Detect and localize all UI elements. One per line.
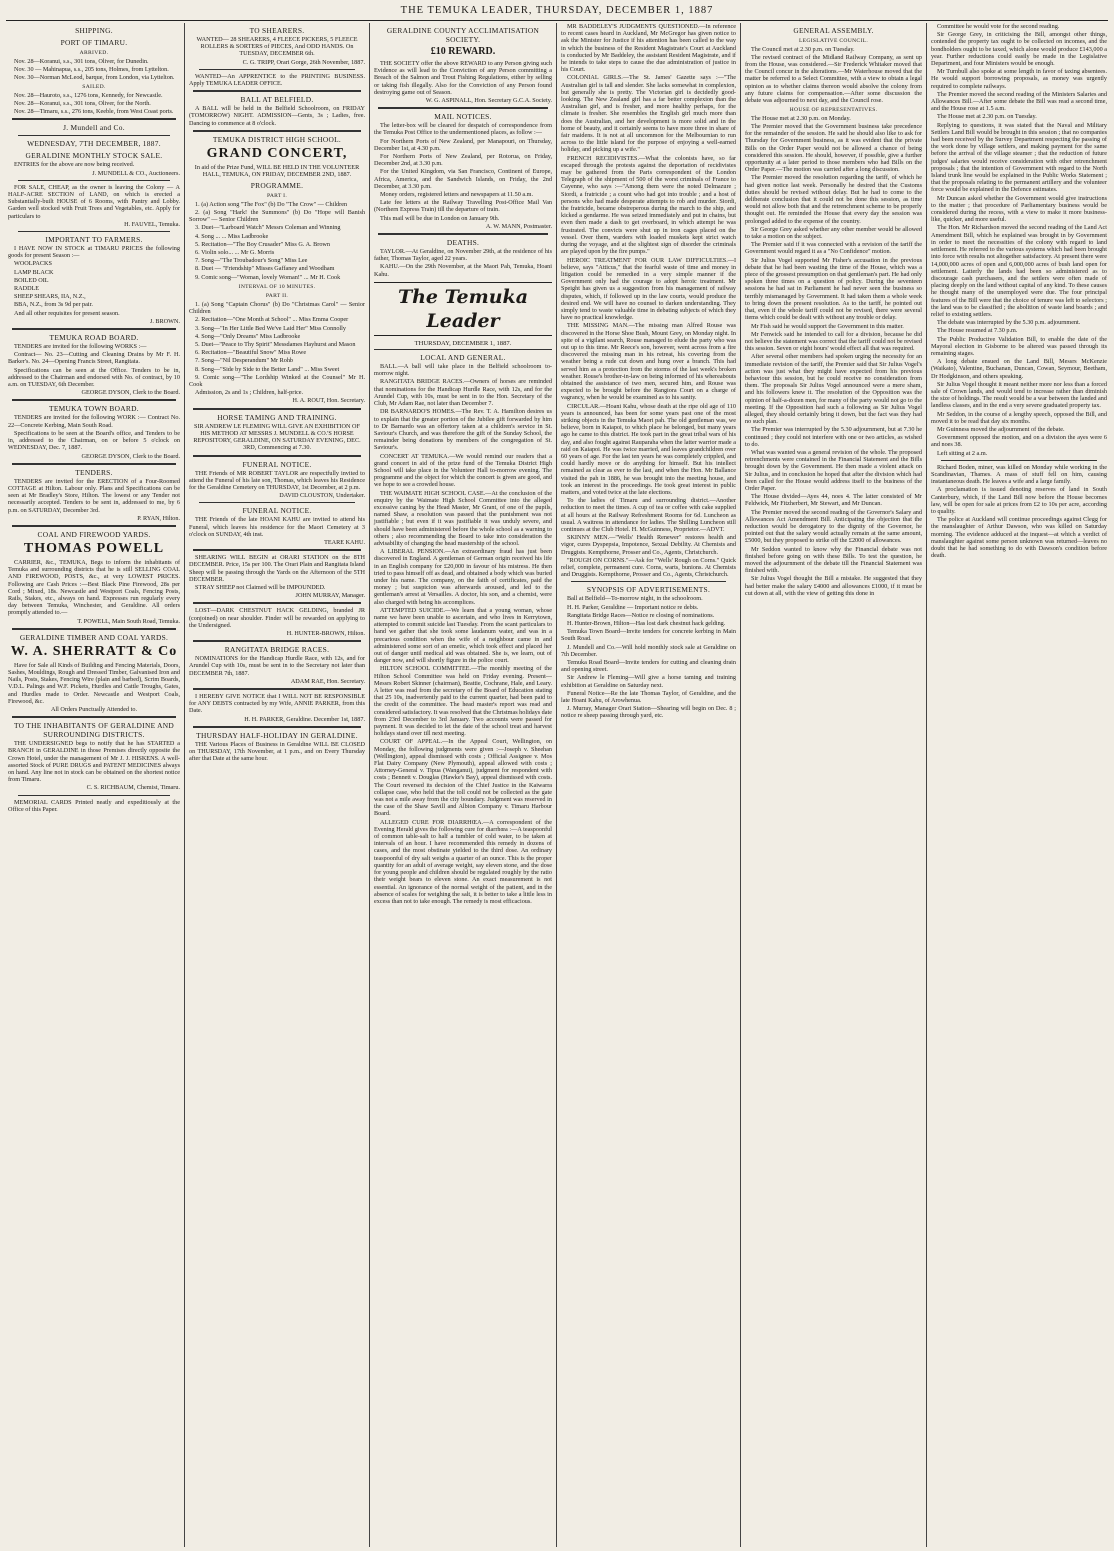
road-board-contract: Contract— No. 23—Cutting and Cleaning Drains by Mr F. H. Barker's. No. 24—Opening Francis Street, Rangitata. (8, 351, 180, 366)
paragraph: Nov. 28—Koranui, s.s., 301 tons, Oliver, for Dunedin. (14, 57, 149, 65)
paragraph: Temuka Town Board—Invite tenders for concrete kerbing in Main South Road. (561, 628, 736, 643)
paragraph: The Premier said if it was connected with a revision of the tariff the Government would regard it as a "No Confidence" motion. (745, 241, 922, 256)
farmers-heading: IMPORTANT TO FARMERS. (45, 235, 143, 245)
road-board-spec: Specifications can be seen at the Office. Tenders to be in, addressed to the Chairman and endorsed with No. of contract, by 10 a.m. on TUESDAY, 6th December. (8, 366, 180, 389)
paragraph: Nov. 30—Norman McLeod, barque, from London, via Lyttelton. (14, 74, 175, 81)
paragraph: BOILED OIL (14, 276, 49, 284)
assembly-continued (931, 23, 1107, 457)
programme-heading: PROGRAMME. (250, 181, 304, 191)
paragraph: The House met at 2.30 p.m. on Tuesday. (937, 113, 1037, 121)
paragraph: Late fee letters at the Railway Travelling Post-Office Mail Van (Northern Express Train) till the departure of train. (374, 199, 552, 214)
news-items (931, 464, 1107, 560)
paragraph: Sir Andrew le Fleming—Will give a horse taming and training exhibition at Geraldine on Saturday next. (561, 674, 736, 689)
house-heading: HOUSE OF REPRESENTATIVES. (789, 107, 878, 114)
lost-text: LOST—DARK CHESTNUT HACK GELDING, branded JR (conjoined) on near shoulder. Finder will be rewarded on applying to the Undersigned. (189, 607, 365, 629)
synopsis-heading: SYNOPSIS OF ADVERTISEMENTS. (586, 585, 711, 595)
paper-title: The Temuka Leader (397, 285, 529, 332)
paragraph: A long debate ensued on the Land Bill, Messrs McKenzie (Waikato), Valentine, Buchanan, Duncan, Cowan, Seymour, Beetham, Dr Hodgkinson, and others speaking. (931, 358, 1107, 380)
paragraph: Mr Fish said he would support the Government in this matter. (751, 322, 904, 330)
shearing-signature: JOHN MURRAY, Manager. (295, 592, 365, 600)
paragraph: Mr Turnbull also spoke at some length in favor of taxing absentees. He would support borrowing proposals, as money was urgently required to complete railways. (931, 68, 1107, 90)
paragraph: HILTON SCHOOL COMMITTEE.—The monthly meeting of the Hilton School Committee was held on Friday evening. Present—Messrs Robert Skinner (chairman), Beattie, Cochrane, Hale, and Leary. A letter was read from the secretary of the Board of Education stating that 25 10s, inadvertently paid to the current quarter, had been paid to the credit of the committee. The head master's report was read and considered satisfactory. It was resolved that the Christmas holidays date from 23rd December to 3rd January. Two accounts were passed for payment. It was decided to let the date of the school treat and harvest holidays stand over till next meeting. (374, 665, 552, 738)
column-4 (559, 23, 738, 1547)
paragraph: Rangitata Bridge Races—Notice re closing of nominations. (567, 611, 715, 619)
paragraph: Committee he would vote for the second reading. (937, 23, 1060, 30)
paragraph: BBA, N.Z., from 3s 9d per pair. (14, 301, 93, 309)
debts-text: I HEREBY GIVE NOTICE that I WILL NOT BE RESPONSIBLE for ANY DEBTS contracted by my Wife, ANNIE PARKER, from this Date. (189, 692, 365, 715)
stray-text: STRAY SHEEP not Claimed will be IMPOUNDED. (195, 583, 326, 591)
paragraph: Mr Duncan asked whether the Government would give instructions to the matter ; that procedure of Parliamentary business would be considered during the recess, with a view to make it more business-like, quicker, and more useful. (931, 194, 1107, 224)
sailings-list (8, 92, 180, 116)
paragraph: 5. Duet—"Peace to Thy Spirit" Messdames Hayhurst and Mason (195, 341, 356, 349)
paragraph: This mail will be due in London on January 9th. (380, 214, 500, 222)
interval-label: INTERVAL OF 10 MINUTES. (238, 283, 316, 290)
shipping-heading: SHIPPING. (75, 26, 113, 35)
paragraph: Ball at Belfield—To-morrow night, in the schoolroom. (567, 595, 703, 603)
town-board-spec: Specifications to be seen at the Board's office, and Tenders to be in, addressed to the Chairman, on or before 5 o'clock on WEDNESDAY, Dec. 7, 1887. (8, 429, 180, 452)
paragraph: HEROIC TREATMENT FOR OUR LAW DIFFICULTIES.—I believe, says "Atticus," that the fearful waste of time and money in litigation could be remedied in a very simple manner if the Government only had the courage to adopt heroic treatment. Mr Speight has given us a suggestion from his management of railway disputes, which, if followed up in the law courts, would produce the desired end. We will have no counsel to darken understanding. They simply tend to waste valuable time in debating subjects of which they have no practical knowledge. (561, 256, 736, 322)
port-heading: PORT OF TIMARU. (60, 38, 128, 47)
paragraph: LAMP BLACK (14, 268, 54, 276)
stock-sale-signature: J. MUNDELL & CO., Auctioneers. (92, 169, 180, 177)
farmers-signature: J. BROWN. (149, 317, 180, 325)
mail-notices (374, 122, 552, 222)
sailed-label: SAILED. (82, 84, 106, 91)
funeral-2-text: THE Friends of the late HOANI KAHU are invited to attend his Funeral, which leaves his residence for the Maori Cemetery at 3 o'clock on SUNDAY, 4th inst. (189, 516, 365, 538)
paragraph: Replying to questions, it was stated that the Naval and Military Settlers Land Bill would be brought in this session ; that no companies had been received by the Survey Department respecting the passing of the work done by village settlers, and making payment for the same before the arrival of the village steamer ; that the reduction of future judges' salaries would receive consideration with other retrenchment proposals ; that the intention of Government with regard to the North Island trunk line would be explained in the Public Works Statement ; that the proposals relating to the permanent artillery and the volunteer force would be explained in the Defence estimates. (931, 121, 1107, 194)
local-heading: LOCAL AND GENERAL. (420, 353, 506, 363)
paragraph: Government opposed the motion, and on a division the ayes were 6 and noes 38. (931, 434, 1107, 449)
paragraph: 2. (a) Song "Hark! the Summons" (b) Do "Hope will Banish Sorrow" — Senior Children (189, 209, 365, 224)
part-1-label: PART I. (266, 193, 288, 200)
paragraph: Nov. 28—Timaru, s.s., 276 tons, Keeble, from West Coast ports. (14, 108, 174, 116)
funeral-1-text: THE Friends of MR ROBERT TAYLOR are respectfully invited to attend the Funeral of his late son, Thomas, which leaves his Residence for the Geraldine Cemetery on THURSDAY, 1st December, at 2 p.m. (189, 469, 365, 491)
tenders-signature: P. RYAN, Hilton. (137, 514, 180, 522)
local-news (374, 363, 552, 905)
sherratt-foot: All Orders Punctually Attended to. (50, 705, 138, 713)
sale-signature: H. FAUVEL, Temuka. (124, 220, 180, 228)
paragraph: MR BADDELEY'S JUDGMENTS QUESTIONED.—In reference to recent cases heard in Auckland, Mr McGregor has given notice to ask the Minister for Justice if his attention has been called to the way in which the business of the Resident Magistrate's Court at Auckland is conducted by Mr Baddeley, the assistant Resident Magistrate, and if he intends to take steps to cause the due administration of justice in his Court. (561, 23, 736, 74)
paragraph: The House divided—Ayes 44, noes 4. The latter consisted of Mr Feldwick, Mr Fitzherbert, Mr Stewart, and Mr Duncan. (745, 493, 922, 508)
road-board-heading: TEMUKA ROAD BOARD. (49, 333, 139, 343)
paragraph: 1. (a) Song "Captain Chorus" (b) Do "Christmas Carol" — Senior Children (189, 301, 365, 316)
paragraph: ALLEGED CURE FOR DIARRHŒA.—A correspondent of the Evening Herald gives the following cure for diarrhœa :—A teaspoonful of common table-salt to half a tumbler of cold water, to be taken at intervals of an hour. I have recommended this remedy in dozens of cases, and the most obstinate yielded to the third dose. An ordinary teaspoonful of dry salt weighs a quarter of an ounce. This is the proper quantity for an adult of average weight, say eleven stone, and the dose for young people and children should be regulated roughly by the ratio their weight bears to eleven stone. An exact measurement is not essential. An ignorance of the normal weight of the patient, and in the absence of scales for weighing the salt, it is better to take a little less in excess than not to take enough. The remedy is most efficacious. (374, 818, 552, 905)
paragraph: Richard Boden, miner, was killed on Monday while working in the Scandinavian, Thames. A mass of stuff fell on him, causing instantaneous death. He leaves a wife and a large family. (931, 463, 1107, 486)
paragraph: The Premier moved the second reading of the Ministers Salaries and Allowances Bill.—After some debate the Bill was read a second time, and the House rose at 1.5 a.m. (931, 90, 1107, 113)
powell-signature: T. POWELL, Main South Road, Temuka. (77, 617, 180, 625)
shearers-heading: TO SHEARERS. (249, 26, 305, 35)
paragraph: 7. Song—"The Troubadour's Song" Miss Lee (195, 257, 308, 265)
paragraph: Nov. 28—Hauroto, s.s., 1276 tons, Kennedy, for Newcastle. (14, 91, 163, 99)
paragraph: ATTEMPTED SUICIDE.—We learn that a young woman, whose name we have been unable to ascertain, and who lives in Kerrytown, attempted to commit suicide last Tuesday. From the scant particulars to hand we gather that she took some laudanum water, and was in a precarious condition when the wife of a neighbour came in and administered some sort of an emetic, which took effect and placed her out of danger until medical aid was obtained. She is, we learn, out of danger now, and will shortly figure in the police court. (374, 606, 552, 665)
house-paragraphs (745, 115, 922, 597)
funeral-1-signature: DAVID CLOUSTON, Undertaker. (279, 492, 365, 500)
paragraph: "ROUGH ON CORNS."—Ask for "Wells' Rough on Corns." Quick relief, complete, permanent cure. Corns, warts, bunions. At Chemists and Druggists. Kempthorne, Prosser and Co., Agents, Christchurch. (561, 556, 736, 579)
admission-text: Admission, 2s and 1s ; Children, half-price. (195, 389, 304, 397)
paragraph: Sir George Grey asked whether any other member would be allowed to take a motion on the subject. (745, 225, 922, 241)
paragraph: 9. Comic song—"Woman, lovely Woman!" ... Mr H. Cook (195, 273, 341, 281)
farmers-items (8, 260, 180, 308)
paragraph: THE MISSING MAN.—The missing man Alfred Rouse was discovered in the Horse Shoe Bush, Mount Grey, on Monday night. In spite of a vigilant search, Rouse managed to elude the party who was out up to this time. Mr Reece's son, however, went across from a fire discovered the missing man in his retreat, his covering from the weather being a rude cut down and hung over a branch. This had served him as a protection from the storms of the last week's broken weather. Rouse's brother-in-law on being informed of his whereabouts obtained the assistance of two men, secured him, and Rouse was expected to be brought before the Rangiora Court on a charge of vagrancy, when he would be examined as to his sanity. (561, 322, 736, 402)
holiday-text: THE Various Places of Business in Geraldine WILL BE CLOSED on THURSDAY, 17th November, at 1 p.m., and on Every Thursday after that Date at the same hour. (189, 740, 365, 763)
geraldine-text: THE UNDERSIGNED begs to notify that he has STARTED a BRANCH in GERALDINE in those Premises directly opposite the Crown Hotel, under the management of Mr J. J. HISKENS. A well-assorted Stock of PURE DRUGS and PATENT MEDICINES always on hand. Any line not in stock can be obtained on the shortest notice from Timaru. (8, 740, 180, 784)
mail-signature: A. W. MANN, Postmaster. (485, 222, 552, 230)
paragraph: The revised contract of the Midland Railway Company, as sent up from the House, was considered.—Sir Frederick Whitaker moved that the Council concur in the alterations.—Mr Waterhouse moved that the matter be referred to a Select Committee, with a view to obtain a legal opinion as to whether claims thereon would absolve the colony from any future claims for compensation.—After some discussion the debate was adjourned to next day, and the Council rose. (745, 53, 922, 105)
paragraph: The Public Productive Validation Bill, to enable the date of the Mayoral election in Gisborne to be altered was passed through its remaining stages. (931, 335, 1107, 357)
reward-amount: £10 REWARD. (430, 46, 496, 57)
paragraph: THE WAIMATE HIGH SCHOOL CASE.—At the conclusion of the enquiry by the Waimate High School Committee into the alleged excessive caning by the Head Master, Mr Grant, of one of the pupils, named Shaw, a resolution was passed that the punishment was not justifiable ; but even if it was justifiable it was unduly severe, and should have been administered before the whole school as a warning to others ; also recommending the Board to take into consideration the advisability of changing the head mastership of the school. (374, 489, 552, 547)
paragraph: 8. Duet — "Friendship" Misses Gaffaney and Woodham (195, 265, 335, 273)
paragraph: Left sitting at 2 a.m. (937, 449, 988, 457)
apprentice-text: WANTED—An APPRENTICE to the PRINTING BUSINESS. Apply TEMUKA LEADER OFFICE. (189, 72, 365, 88)
mail-heading: MAIL NOTICES. (434, 112, 492, 122)
column-divider (556, 23, 557, 1547)
farmers-extra: And all other requisites for present season. (14, 309, 120, 317)
paper-title-block (374, 282, 552, 336)
column-divider (740, 23, 741, 1547)
paragraph: KAHU.—On the 29th November, at the Maori Pah, Temuka, Hoani Kahu. (374, 263, 552, 278)
funeral-1-heading: FUNERAL NOTICE. (242, 459, 312, 469)
concert-subtitle: In aid of the Prize Fund, WILL BE HELD IN THE VOLUNTEER HALL, TEMUKA, ON FRIDAY, DECEMBER 2ND, 1887. (194, 163, 360, 179)
races-text: NOMINATIONS for the Handicap Hurdle Race, with 12s, and for Arundel Cup with 10s, must be sent in to the Secretary not later than DECEMBER 7th, 1887. (189, 655, 365, 677)
horse-text: SIR ANDREW LE FLEMING WILL GIVE AN EXHIBITION OF HIS METHOD AT MESSRS J. MUNDELL & CO.'S HORSE REPOSITORY, GERALDINE, ON SATURDAY EVENING, DEC. 3RD, Commencing at 7.30. (193, 422, 361, 452)
paragraph: COURT OF APPEAL.—In the Appeal Court, Wellington, on Monday, the following judgments were given :—Joseph v. Sheehan (Wellington), appeal dismissed with costs ; Official Assignee v. Mos Flat Dairy Company (New Plymouth), appeal allowed with costs ; Attorney-General v. Tipua (Wanganui), judgment for respondent with costs ; Bennett v. Douglas (Hawke's Bay), appeal dismissed with costs. The Court reversed its decision of the Chief Justice in the Kaiwarra collapse case, who held that the toll could not be collected as the gate was not a mile away from the city boundary. Judgment was reserved in the case of the Shaw Savill and Albion Company v. Timaru Harbour Board. (374, 738, 552, 818)
programme-part-1 (189, 201, 365, 281)
column-3 (372, 23, 554, 1547)
paragraph: The debate was interrupted by the 5.30 p.m. adjournment. (937, 319, 1081, 327)
paragraph: The House resumed at 7.30 p.m. (937, 327, 1018, 335)
paragraph: The Hon. Mr Richardson moved the second reading of the Land Act Amendment Bill, which he explained was brought in by Government in order to meet the necessities of the colony with regard to land settlement. He referred to the various systems which had been brought into force with results not altogether satisfactory. At present there were 14,000,000 acres of open and 6,000,000 acres of bush land open for settlement. Latterly the lands had been so administered as to discourage cash purchasers, and the settlers were often made of placing deeply on the land without capital of any kind. To these causes he thought many of the unemployed were due. The four principal features of the Bill were that the choice of tenure was left to selectors ; the land was to be classified ; the abolition of waste land boards ; and relief to existing settlers. (931, 224, 1107, 318)
paragraph: RADDLE (14, 285, 40, 293)
news-paragraphs (561, 23, 736, 578)
sherratt-text: Have for Sale all Kinds of Building and Fencing Materials, Doors, Sashes, Mouldings, Rough and Dressed Timber, Galvanised Iron and Nails, Posts, Stakes, Fencing Wire (plain and barbed), Scrim Boards, V.D.L. Palings and W.F. Pickets, Hurdles and Cattle Troughs, Gates, and Hurdles made to Order. Newcastle and Westport Coals, Firewood, &c. (8, 661, 180, 705)
shearers-text: WANTED— 28 SHEARERS, 4 FLEECE PICKERS, 5 FLEECE ROLLERS & SORTERS of PIECES, And ODD HANDS. On TUESDAY, DECEMBER 6th. (196, 36, 358, 58)
mundell-heading: J. Mundell and Co. (63, 123, 125, 133)
memorial-cards-text: MEMORIAL CARDS Printed neatly and expeditiously at the Office of this Paper. (8, 798, 180, 813)
paragraph: COLONIAL GIRLS.—The St. James' Gazette says :—"The Australian girl is tall and slender. She lacks somewhat in complexion, but generally she is pretty. The Victorian girl is decidedly good-looking. The New Zealand girl has a far better complexion than the Australian girl, and is fresher, and more healthy perhaps, for the climate is fresher. She resembles the English girl much more than does the Australian, and her development is more solid and in the home of beauty, and it certainly seems to have more three in share of fair maidens. It is not at all uncommon for the Melbournian to run across to the little island for the purpose of enjoying a well-earned holiday, and picking up a wife." (561, 74, 736, 154)
paragraph: J. Mundell and Co.—Will hold monthly stock sale at Geraldine on 7th December. (561, 643, 736, 658)
arrivals-list (8, 58, 180, 82)
paper-date: THURSDAY, DECEMBER 1, 1887. (374, 340, 552, 350)
column-1 (6, 23, 182, 1547)
concert-title: GRAND CONCERT, (206, 145, 348, 161)
paragraph: Nov. 28—Koranui, s.s., 301 tons, Oliver, for the North. (14, 100, 151, 107)
paragraph: To the ladies of Timaru and surrounding district.—Another reduction to meet the times. A cup of tea or coffee with cake supplied at all hours at the Railway Refreshment Rooms for 6d. Luncheon as usual. A waitress in attendance for ladies. The Shilling Luncheon still continues at the Club Hotel. H. McGuinness, Proprietor.—ADVT. (561, 497, 736, 534)
paragraph: For Northern Ports of New Zealand, per Manapouri, on Thursday, December 1st, at 4.30 p.m. (374, 137, 552, 152)
paragraph: The Premier moved that the Government business take precedence for the remainder of the session. He said he should also like to ask for Thursday for Government business, as it was evident that the private Bills on the Order Paper would not be allowed a chance of being considered this session. He should, however, if possible, give a further opportunity at a later period to those members who had Bills on the Order Paper.—The motion was carried after a long discussion. (745, 123, 922, 174)
paragraph: 5. Recitation—"The Boy Crusader" Miss G. A. Brown (195, 240, 330, 248)
paragraph: 6. Recitation—"Beautiful Snow" Miss Rowe (195, 349, 307, 357)
admission-signature: H. A. ROUT, Hon. Secretary. (292, 397, 365, 405)
column-divider (369, 23, 370, 1547)
programme-part-2 (189, 301, 365, 388)
paragraph: The House met at 2.30 p.m. on Monday. (751, 114, 851, 122)
tenders-heading: TENDERS. (75, 467, 113, 477)
town-board-signature: GEORGE DYSON, Clerk to the Board. (81, 452, 180, 460)
paragraph: Funeral Notice—Re the late Thomas Taylor, of Geraldine, and the late Hoani Kahu, of Arowhenua. (561, 689, 736, 705)
deaths-list (374, 248, 552, 278)
school-heading: TEMUKA DISTRICT HIGH SCHOOL. (212, 134, 342, 144)
paragraph: H. Hunter-Brown, Hilton—Has lost dark chestnut hack gelding. (567, 620, 726, 628)
geraldine-signature: C. S. RICHBAUM, Chemist, Timaru. (86, 784, 180, 792)
horse-heading: HORSE TAMING AND TRAINING. (217, 412, 337, 422)
paragraph: 7. Song—"Nil Desperandum" Mr Rohb (195, 357, 294, 365)
paragraph: 3. Duet—"Larboard Watch" Messrs Coleman and Winning (195, 224, 341, 232)
ball-heading: BALL AT BELFIELD. (240, 95, 314, 105)
paragraph: SKINNY MEN.—"Wells' Health Renewer" restores health and vigor, cures Dyspepsia, Impotence, Sexual Debility. At Chemists and Druggists. Kempthorne, Prosser and Co., Agents, Christchurch. (561, 534, 736, 556)
paragraph: 9. Comic song—"The Lordship Winked at the Counsel" Mr H. Cook (189, 373, 365, 389)
paragraph: RANGITATA BRIDGE RACES.—Owners of horses are reminded that nominations for the Handicap Hurdle Race, with 12s, and for the Arundel Cup, with 10s, must be sent in to the Hon. Secretary of the Club, Mr Adam Rae, not later than December 7. (374, 378, 552, 408)
reward-text: THE SOCIETY offer the above REWARD to any Person giving such Evidence as will lead to the Conviction of any Person committing a Breach of the Salmon and Trout Fishing Regulations, either by selling or taking fish illegally. Also for the Conviction of any Person found destroying game out of Season. (374, 60, 552, 96)
tenders-text: TENDERS are invited for the ERECTION of a Four-Roomed COTTAGE at Hilton. Labour only. Plans and Specifications can be seen at Mr Bradley's Store, Hilton. The lowest or any Tender not necessarily accepted. Tenders to be sent in, addressed to me, by 6 p.m. on SATURDAY, December 3rd. (8, 477, 180, 514)
funeral-2-signature: TEARE KAHU. (324, 538, 365, 546)
mundell-date: WEDNESDAY, 7TH DECEMBER, 1887. (27, 139, 161, 149)
paragraph: 3. Song—"In Her Little Bed We've Laid Her" Miss Connolly (195, 324, 346, 332)
funeral-2-heading: FUNERAL NOTICE. (242, 506, 312, 516)
paragraph: 4. Song ... ... Miss Ladbrooke (195, 232, 269, 240)
paragraph: For Northern Ports of New Zealand, per Rotorua, on Friday, December 2nd, at 3.30 p.m. (374, 153, 552, 168)
lost-signature: H. HUNTER-BROWN, Hilton. (286, 629, 365, 637)
geraldine-heading: TO THE INHABITANTS OF GERALDINE AND SURROUNDING DISTRICTS. (13, 721, 175, 740)
shearing-text: SHEARING WILL BEGIN at ORARI STATION on the 8TH DECEMBER. Price, 15s per 100. The Orari Plain and Rangitata Island Sheep will be passing through the Yards on the Afternoon of the 5TH DECEMBER. (189, 554, 365, 583)
ball-text: A BALL will be held in the Belfield Schoolroom, on FRIDAY (TOMORROW) NIGHT. ADMISSION—Gents, 3s ; Ladies, free. Dancing to commence at 8 o'clock. (189, 105, 365, 127)
paragraph: H. H. Parker, Geraldine — Important notice re debts. (567, 603, 699, 611)
stock-sale-text: ENTRIES for the above are now being received. (14, 161, 135, 169)
paragraph: What was wanted was a general revision of the whole. The proposed retrenchments were contained in the Financial Statement and the Bills brought down by the Government. He then made a violent attack on Sir Julius, and in conclusion he hoped that after the division which had been called for the House would address itself to the business of the Order Paper. (745, 448, 922, 492)
paragraph: BALL.—A ball will take place in the Belfield schoolroom to-morrow night. (374, 363, 552, 378)
sherratt-name: W. A. SHERRATT & Co (10, 643, 178, 659)
council-heading: LEGISLATIVE COUNCIL. (798, 38, 869, 44)
stock-sale-heading: GERALDINE MONTHLY STOCK SALE. (25, 151, 163, 161)
column-2 (187, 23, 367, 1547)
paragraph: DR BARNARDO'S HOMES.—The Rev. T. A. Hamilton desires us to explain that the greater portion of the Jubilee gift forwarded by him to Dr Barnardo was an offertory taken at a children's service in St. Saviour's Church, and was therefore the gift of the Sunday School, the remainder being donations by members of the congregation of St. Saviour's. (374, 408, 552, 452)
council-paragraphs (745, 46, 922, 105)
paragraph: A LIBERAL PENSION.—An extraordinary fraud has just been discovered in England. A gentleman of German origin received his life in an English company for £20,000 in favour of his mistress. He then tried to pass himself off as dead, and obtained a body which was buried under his name. The company, on the faith of certificates, paid the money ; but suspicion was afterwards aroused, and led to the gentleman's arrest at Versailles. A doctor, his son, and a chemist, were also charged with being his accomplices. (374, 548, 552, 606)
paragraph: The Premier moved the second reading of the Governor's Salary and Allowances Act Amendment Bill. Anticipating the objection that the reduction would be derogatory to the dignity of the Governor, he pointed out that the salary would actually remain at the same amount, £5000, but they proposed to strike off the £2000 of allowances. (745, 508, 922, 545)
paragraph: The Premier moved the resolution regarding the tariff, of which he had given notice last week. Personally he desired that the Customs duties should be revised without delay. But he had to come to the deliberate conclusion that it could not be done this session, as time would not allow both that and the retrenchment scheme to be properly thought out. He reminded the House that every day the session was prolonged added to the expense of the country. (745, 174, 922, 225)
paragraph: CONCERT AT TEMUKA.—We would remind our readers that a grand concert in aid of the prize fund of the Temuka District High School will take place in the Volunteer Hall to-morrow evening. The programme and the object for which the concert is given are good, and we hope to see a crowded house. (374, 452, 552, 489)
paragraph: The Premier was interrupted by the 5.30 adjournment, but at 7.30 he continued ; they could not interfere with one or two articles, as wished to do. (745, 426, 922, 448)
paragraph: Mr Seddon, in the course of a lengthy speech, opposed the Bill, and moved it to be read that day six months. (931, 410, 1107, 425)
paragraph: Sir Julius Vogel supported Mr Fisher's accusation in the previous debate that he had been wasting the time of the House, which was a piece of the grossest presumption on that gentleman's part. He had only spoken three times on a question of policy. During the seventeen sessions he had sat in Parliament he had never seen the business so terribly mismanaged by Government. It had taken them a whole week to bring down the present resolution. As to the tariff, he pointed out that, even if the whole tariff could not be revised, there were several items which could be dealt with without any trouble or delay. (745, 256, 922, 322)
paragraph: J. Murray, Manager Orari Station—Shearing will begin on Dec. 8 ; notice re sheep passing through yard, etc. (561, 705, 736, 720)
arrived-label: ARRIVED. (79, 50, 109, 56)
masthead: THE TEMUKA LEADER, THURSDAY, DECEMBER 1, 1887 (400, 5, 714, 16)
road-board-text: TENDERS are invited for the following WORKS :— (14, 343, 147, 351)
paragraph: Mr Fenwick said he intended to call for a division, because he did not believe the statement was correct that the tariff could not be revised this session. Seven or eight hours' would effect all that was required. (745, 330, 922, 353)
paragraph: SHEEP SHEARS, IIA, N.Z., (14, 293, 86, 301)
paragraph: WOOLPACKS (14, 260, 52, 268)
shearers-signature: C. G. TRIPP, Orari Gorge, 26th November, 1887. (242, 58, 365, 66)
column-divider (184, 23, 185, 1547)
paragraph: Nov. 30 — Mahinapua, s.s., 205 tons, Holmes, from Lyttelton. (14, 65, 169, 73)
paragraph: After several other members had spoken urging the necessity for an immediate revision of the tariff, the Premier said that Sir Julius Vogel's action was just what they might have expected from his previous behaviour this session, but he could receive no consideration from them. The proposals Sir Julius Vogel announced were a mere sham, and his followers knew it. The resolution of the Opposition was the opinion of half-a-dozen men, for many of the party would not go to the meeting. If the Opposition had such a following as Sir Julius Vogel alleged, they should certainly bring it down, but the fact was they had no such plan. (745, 353, 922, 426)
paragraph: A proclamation is issued denoting reserves of land in South Canterbury, which, if the Land Bill now before the House becomes law, will be open for sale at prices from £2 to 10s per acre, according to quality. (931, 486, 1107, 515)
paragraph: Sir Julius Vogel thought it meant neither more nor less than a forced sale of Crown lands, and would tend to increase rather than diminish the size of holdings. The result would be a war between the landed and landless classes, and in the end a very severe graduated property tax. (931, 380, 1107, 410)
paragraph: 4. Song—"Only Dreams" Miss Ladbrooke (195, 332, 301, 340)
powell-name: THOMAS POWELL (23, 540, 165, 556)
paragraph: 1. (a) Action song "The Fox" (b) Do "The Crow" — Children (195, 200, 348, 208)
town-board-text: TENDERS are invited for the following WORK :— Contract No. 22—Concrete Kerbing, Main South Road. (8, 414, 180, 429)
powell-text: CARRIER, &c., TEMUKA, Begs to inform the inhabitants of Temuka and surrounding districts that he is still SELLING COAL AND FIREWOOD, POSTS, &c., at very LOWEST PRICES. Following are Cash Prices :—Best Black Pine Firewood, 28s per Cord ; Mixed, 18s. Newcastle and Westport Coals, Fencing Posts, Rails, Stakes, etc., always on hand. Expresses run regularly every day between Temuka, Winchester, and Geraldine. All orders promptly attended to.— (8, 558, 180, 617)
paragraph: CIRCULAR.—Hoani Kahu, whose death at the ripe old age of 110 years is announced, has been for some years past one of the most striking objects in the Temuka Maori pah. The old gentleman was, we believe, born in Kaiapoi, to which place he belonged, but many years ago he came to this district. He took part in the great tribal wars of his day, and also fought against Rauparaha when the latter warrior made a raid on Kaiapoi. He was twice married, and leaves grandchildren over 60 years of age. For the last ten years he was completely crippled, and could hardly move or do anything for himself. But his intellect remained as clear as ever to the last, and when the Hon. Mr Ballance visited the pah in 1886, he was brought into the meeting house, and took an interest in the proceedings. He took great interest in public matters, and voted twice at the late elections. (561, 402, 736, 496)
paragraph: The letter-box will be cleared for despatch of correspondence from the Temuka Post Office to the undermentioned places, as follow :— (374, 122, 552, 137)
paragraph: 6. Violin solo... ... Mr G. Morris (195, 249, 275, 257)
paragraph: Sir George Grey, in criticising the Bill, amongst other things, contended the property tax ought to be collected on incomes, and the bondholders ought to be taxed, which alone would produce £143,000 a year. Further reductions could easily be made in the Legislative Department, and four Ministers would be enough. (931, 31, 1107, 68)
masthead-rule (6, 20, 1108, 21)
paragraph: The Council met at 2.30 p.m. on Tuesday. (751, 45, 855, 53)
paragraph: 2. Recitation—"One Month at School" ... Miss Emma Cooper (195, 316, 349, 324)
deaths-heading: DEATHS. (446, 238, 480, 248)
society-heading: GERALDINE COUNTY ACCLIMATISATION SOCIETY. (386, 26, 540, 44)
farmers-text: I HAVE NOW IN STOCK at TIMARU PRICES the following goods for present Season :— (8, 245, 180, 260)
part-2-label: PART II. (265, 293, 289, 300)
paragraph: FRENCH RECIDIVISTES.—What the colonists have, so far escaped through the protests against the deportation of recidivistes may be gathered from the Paris correspondent of the London Telegraph of the shipment of 500 of the worst criminals of France to Cayenne, who says :—"Among them were the noted Delmazure ; Siordi, a fratricide ; a count who had got into trouble ; and a host of persons who had made desperate attempts to rob and murder. Siordi, the fratricide, became obstreperous during the march to the ship, and kicked a gendarme. He was seized immediately and put in chains, but even then made a dash to get overboard, in which attempt he was frustrated. The convicts were shut up in iron cages placed on the vessel. Over them, warders with loaded muskets kept strict watch during the voyage, and at the slightest sign of disorder the criminals are played upon by the fire pumps." (561, 154, 736, 256)
debts-signature: H. H. PARKER, Geraldine. December 1st, 1887. (244, 715, 365, 723)
holiday-heading: THURSDAY HALF-HOLIDAY IN GERALDINE. (196, 730, 358, 740)
paragraph: Sir Julius Vogel thought the Bill a mistake. He suggested that they had better make the salary £4000 and allowances £1000, if it must be cut down at all, with the view of getting this done in (745, 575, 922, 597)
paragraph: For the United Kingdom, via San Francisco, Continent of Europe, Africa, America, and the Sandwich Islands, on Friday, the 2nd December, at 3.30 p.m. (374, 168, 552, 190)
paragraph: Temuka Road Board—Invite tenders for cutting and cleaning drain and opening street. (561, 659, 736, 674)
reward-signature: W. G. ASPINALL, Hon. Secretary G.C.A. Society. (425, 97, 552, 105)
paragraph: 8. Song—"Side by Side to the Better Land" ... Miss Sweet (195, 365, 340, 373)
coal-heading: COAL AND FIREWOOD YARDS. (37, 529, 151, 539)
town-board-heading: TEMUKA TOWN BOARD. (49, 404, 139, 414)
sale-text: FOR SALE, CHEAP, as the owner is leaving the Colony — A HALF-ACRE SECTION of LAND, on which is erected a Substantially-built HOUSE of 6 Rooms, with Pantry and Lobby. Garden well stocked with Fruit Trees and Vegetables, etc. Apply for particulars to (8, 183, 180, 220)
paragraph: Money orders, registered letters and newspapers at 11.50 a.m. (380, 191, 534, 199)
road-board-signature: GEORGE DYSON, Clerk to the Board. (81, 389, 180, 397)
races-heading: RANGITATA BRIDGE RACES. (224, 645, 330, 655)
paragraph: Mr Guinness moved the adjournment of the debate. (937, 425, 1065, 433)
paragraph: The police at Auckland will continue proceedings against Clegg for the manslaughter of Arthur Dawson, who was killed on Saturday morning. The evidence adduced at the inquest—at which a verdict of manslaughter against some person unknown was returned—leaves no doubt that he had something to do with Dawson's condition before death. (931, 516, 1107, 560)
column-5 (743, 23, 924, 1547)
paragraph: Mr Seddon wanted to know why the Financial debate was not finished before going on with these Bills. To test the question, he moved the adjournment of the debate till the Financial Statement was finished with. (745, 545, 922, 575)
paragraph: TAYLOR.—At Geraldine, on November 29th, at the residence of his father, Thomas Taylor, aged 22 years. (374, 248, 552, 263)
column-6 (929, 23, 1109, 1547)
column-divider (926, 23, 927, 1547)
synopsis-list (561, 595, 736, 719)
races-signature: ADAM RAE, Hon. Secretary. (290, 677, 365, 685)
assembly-heading: GENERAL ASSEMBLY. (793, 26, 874, 35)
timber-heading: GERALDINE TIMBER AND COAL YARDS. (19, 632, 169, 642)
